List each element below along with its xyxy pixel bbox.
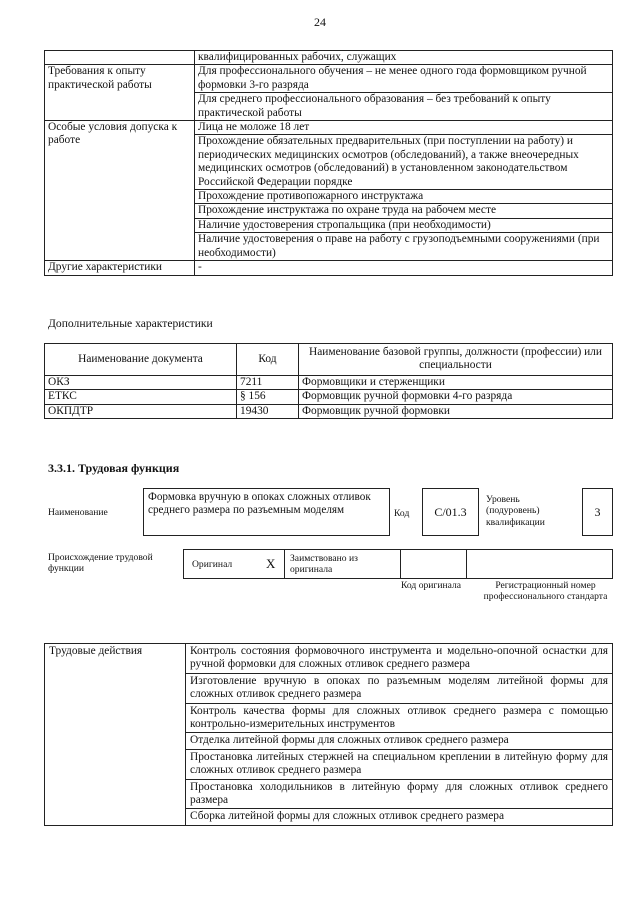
- table-header-row: [45, 344, 613, 376]
- requirements-item: Наличие удостоверения стропальщика (при необходимости): [195, 218, 613, 232]
- requirements-label: Другие характеристики: [45, 261, 195, 275]
- requirements-item: Для среднего профессионального образования – без требований к опыту практической работы: [195, 93, 613, 121]
- origin-divider: [400, 549, 401, 579]
- cell-group-name: Формовщик ручной формовки 4-го разряда: [299, 390, 613, 404]
- function-code-label: Код: [394, 508, 410, 519]
- origin-divider: [466, 549, 467, 579]
- cell-document: ЕТКС: [45, 390, 237, 404]
- requirements-item: Прохождение противопожарного инструктажа: [195, 190, 613, 204]
- labour-action-item: Простановка литейных стержней на специальном креплении в литейную форму для сложных отливок среднего размера: [186, 749, 613, 779]
- extra-characteristics-title: Дополнительные характеристики: [48, 317, 213, 330]
- cell-group-name: Формовщик ручной формовки: [299, 404, 613, 418]
- labour-action-item: Контроль состояния формовочного инструмента и модельно-опочной оснастки для ручной формовки для сложных отливок среднего размера: [186, 644, 613, 674]
- labour-actions-label: Трудовые действия: [45, 644, 186, 826]
- cell-code: 19430: [237, 404, 299, 418]
- requirements-item: -: [195, 261, 613, 275]
- header-code: Код: [237, 344, 299, 376]
- table-row: [45, 390, 613, 404]
- table-row: [45, 404, 613, 418]
- labour-action-item: Отделка литейной формы для сложных отливок среднего размера: [186, 733, 613, 749]
- requirements-item: квалифицированных рабочих, служащих: [195, 51, 613, 65]
- requirements-item: Наличие удостоверения о праве на работу с грузоподъемными сооружениями (при необходимости): [195, 233, 613, 261]
- cell-document: ОКПДТР: [45, 404, 237, 418]
- requirements-row: [45, 261, 613, 275]
- origin-divider: [284, 549, 285, 579]
- labour-action-item: Простановка холодильников в литейную форму для сложных отливок среднего размера: [186, 779, 613, 809]
- function-name: Формовка вручную в опоках сложных отливок среднего размера по разъемным моделям: [143, 488, 390, 536]
- cell-code: § 156: [237, 390, 299, 404]
- qualification-level-label: Уровень (подуровень) квалификации: [486, 494, 545, 528]
- qualification-level: 3: [582, 488, 613, 536]
- requirements-label: [45, 51, 195, 65]
- page-number: 24: [314, 15, 326, 29]
- requirements-item: Прохождение обязательных предварительных (при поступлении на работу) и периодических медицинских осмотров (обследований), а также внеочередных медицинских осмотров (обследований) в установленном законодательством Российской Федерации порядке: [195, 135, 613, 190]
- original-check-mark: X: [266, 556, 276, 571]
- code-original-label: Код оригинала: [400, 580, 462, 591]
- requirements-label: Особые условия допуска к работе: [45, 121, 195, 261]
- requirements-item: Для профессионального обучения – не менее одного года формовщиком ручной формовки 3-го разряда: [195, 65, 613, 93]
- borrowed-label: Заимствовано из оригинала: [290, 553, 358, 576]
- table-row: [45, 644, 613, 674]
- labour-action-item: Изготовление вручную в опоках по разъемным моделям литейной формы для сложных отливок среднего размера: [186, 673, 613, 703]
- origin-box: [183, 549, 613, 579]
- cell-group-name: Формовщики и стерженщики: [299, 375, 613, 389]
- cell-code: 7211: [237, 375, 299, 389]
- labour-action-item: Контроль качества формы для сложных отливок среднего размера с помощью контрольно-измерительных инструментов: [186, 703, 613, 733]
- requirements-row: [45, 121, 613, 135]
- requirements-item: Прохождение инструктажа по охране труда на рабочем месте: [195, 204, 613, 218]
- labour-actions-table: [44, 643, 613, 826]
- requirements-item: Лица не моложе 18 лет: [195, 121, 613, 135]
- origin-label: Происхождение трудовой функции: [48, 552, 153, 575]
- requirements-label: Требования к опыту практической работы: [45, 65, 195, 121]
- cell-document: ОКЗ: [45, 375, 237, 389]
- requirements-row: [45, 51, 613, 65]
- reg-number-label: Регистрационный номер профессионального стандарта: [483, 580, 608, 603]
- table-row: [45, 375, 613, 389]
- header-group-name: Наименование базовой группы, должности (профессии) или специальности: [299, 344, 613, 376]
- extra-characteristics-table: [44, 343, 613, 419]
- requirements-row: [45, 65, 613, 93]
- function-code: C/01.3: [422, 488, 479, 536]
- function-name-label: Наименование: [48, 507, 108, 518]
- section-title: 3.3.1. Трудовая функция: [48, 461, 180, 475]
- header-document: Наименование документа: [45, 344, 237, 376]
- requirements-table: [44, 50, 613, 276]
- labour-action-item: Сборка литейной формы для сложных отливок среднего размера: [186, 809, 613, 825]
- original-label: Оригинал: [192, 559, 233, 570]
